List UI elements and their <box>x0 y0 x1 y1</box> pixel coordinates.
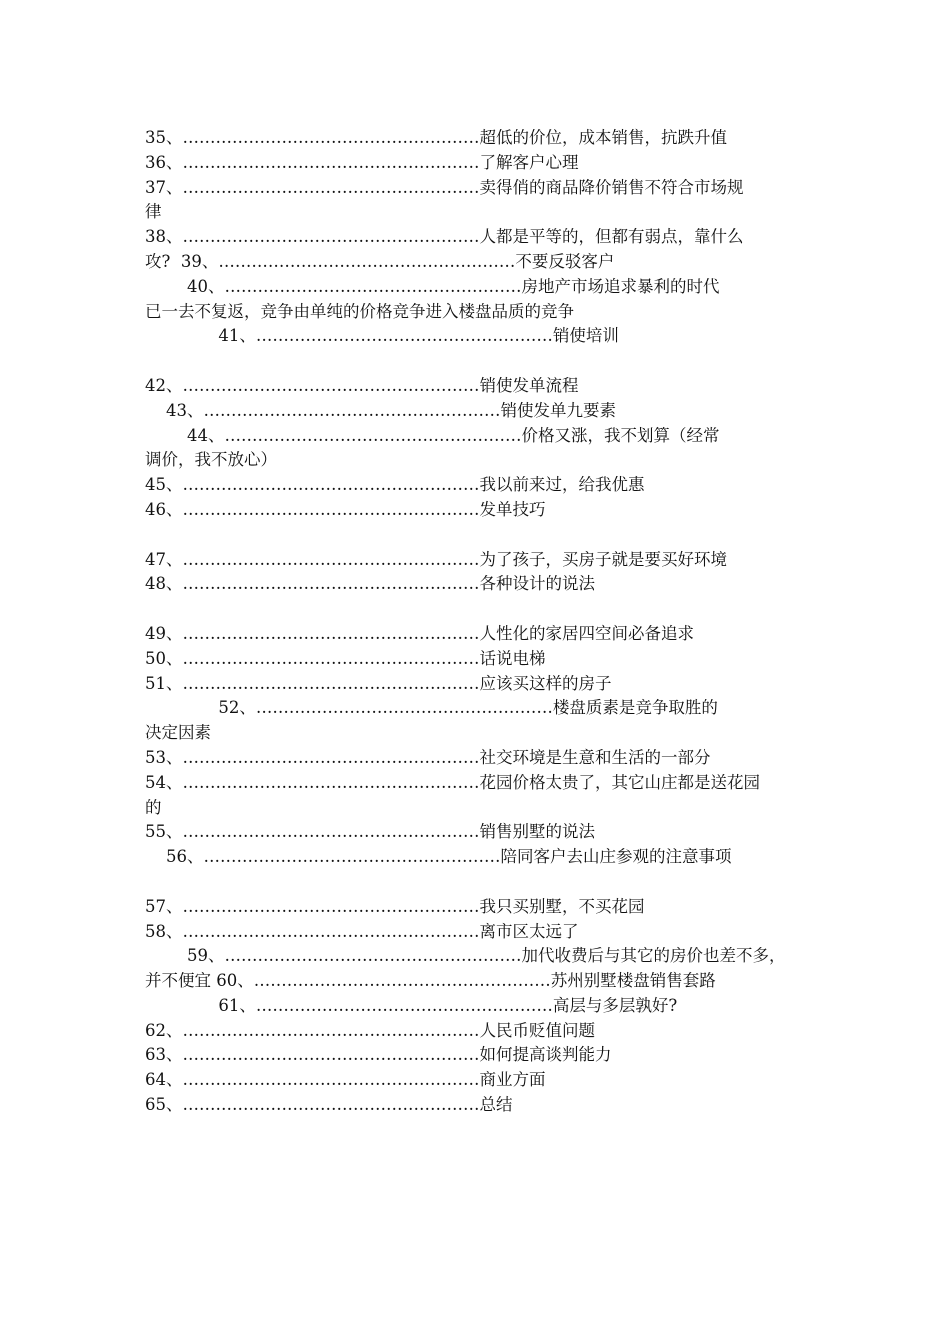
blank-line <box>145 597 815 622</box>
toc-entry: 54、………………………………………………花园价格太贵了，其它山庄都是送花园 <box>145 772 760 792</box>
toc-entry: 59、………………………………………………加代收费后与其它的房价也差不多， <box>145 946 786 966</box>
toc-entry: 48、………………………………………………各种设计的说法 <box>145 574 595 594</box>
toc-entry: 44、………………………………………………价格又涨，我不划算（经常 <box>145 425 720 445</box>
toc-entry: 57、………………………………………………我只买别墅，不买花园 <box>145 896 645 916</box>
toc-entry: 并不便宜 60、………………………………………………苏州别墅楼盘销售套路 <box>145 971 716 991</box>
toc-entry: 53、………………………………………………社交环境是生意和生活的一部分 <box>145 747 711 767</box>
toc-entry: 36、………………………………………………了解客户心理 <box>145 152 579 172</box>
toc-entry: 58、………………………………………………离市区太远了 <box>145 921 579 941</box>
toc-entry: 42、………………………………………………销使发单流程 <box>145 375 579 395</box>
blank-line <box>145 349 815 374</box>
toc-entry: 35、………………………………………………超低的价位，成本销售，抗跌升值 <box>145 128 727 147</box>
toc-entry-continuation: 已一去不复返，竞争由单纯的价格竞争进入楼盘品质的竞争 <box>145 301 574 321</box>
toc-entry: 38、………………………………………………人都是平等的，但都有弱点，靠什么 <box>145 227 744 247</box>
toc-entry: 47、………………………………………………为了孩子，买房子就是要买好环境 <box>145 549 727 569</box>
toc-entry: 50、………………………………………………话说电梯 <box>145 648 546 668</box>
toc-entry-continuation: 的 <box>145 797 162 817</box>
table-of-contents <box>145 126 815 1118</box>
blank-line <box>145 523 815 548</box>
blank-line <box>145 870 815 895</box>
toc-entry: 51、………………………………………………应该买这样的房子 <box>145 673 612 693</box>
toc-entry-continuation: 律 <box>145 202 162 222</box>
toc-entry: 61、………………………………………………高层与多层孰好? <box>145 995 678 1015</box>
toc-entry: 45、………………………………………………我以前来过，给我优惠 <box>145 475 645 495</box>
toc-entry: 63、………………………………………………如何提高谈判能力 <box>145 1045 612 1065</box>
toc-entry: 56、………………………………………………陪同客户去山庄参观的注意事项 <box>145 847 732 867</box>
toc-entry: 40、………………………………………………房地产市场追求暴利的时代 <box>145 276 720 296</box>
toc-entry: 65、………………………………………………总结 <box>145 1095 513 1115</box>
toc-entry-continuation: 调价，我不放心） <box>145 450 277 470</box>
toc-entry: 攻? 39、………………………………………………不要反驳客户 <box>145 251 615 271</box>
toc-entry: 46、………………………………………………发单技巧 <box>145 499 546 519</box>
toc-entry: 52、………………………………………………楼盘质素是竞争取胜的 <box>145 698 718 718</box>
toc-entry: 37、………………………………………………卖得俏的商品降价销售不符合市场规 <box>145 177 744 197</box>
toc-entry-continuation: 决定因素 <box>145 723 211 743</box>
toc-entry: 64、………………………………………………商业方面 <box>145 1070 546 1090</box>
toc-entry: 43、………………………………………………销使发单九要素 <box>145 400 616 420</box>
toc-entry: 55、………………………………………………销售别墅的说法 <box>145 822 595 842</box>
toc-entry: 41、………………………………………………销使培训 <box>145 326 619 346</box>
toc-entry: 49、………………………………………………人性化的家居四空间必备追求 <box>145 623 694 643</box>
toc-entry: 62、………………………………………………人民币贬值问题 <box>145 1020 595 1040</box>
